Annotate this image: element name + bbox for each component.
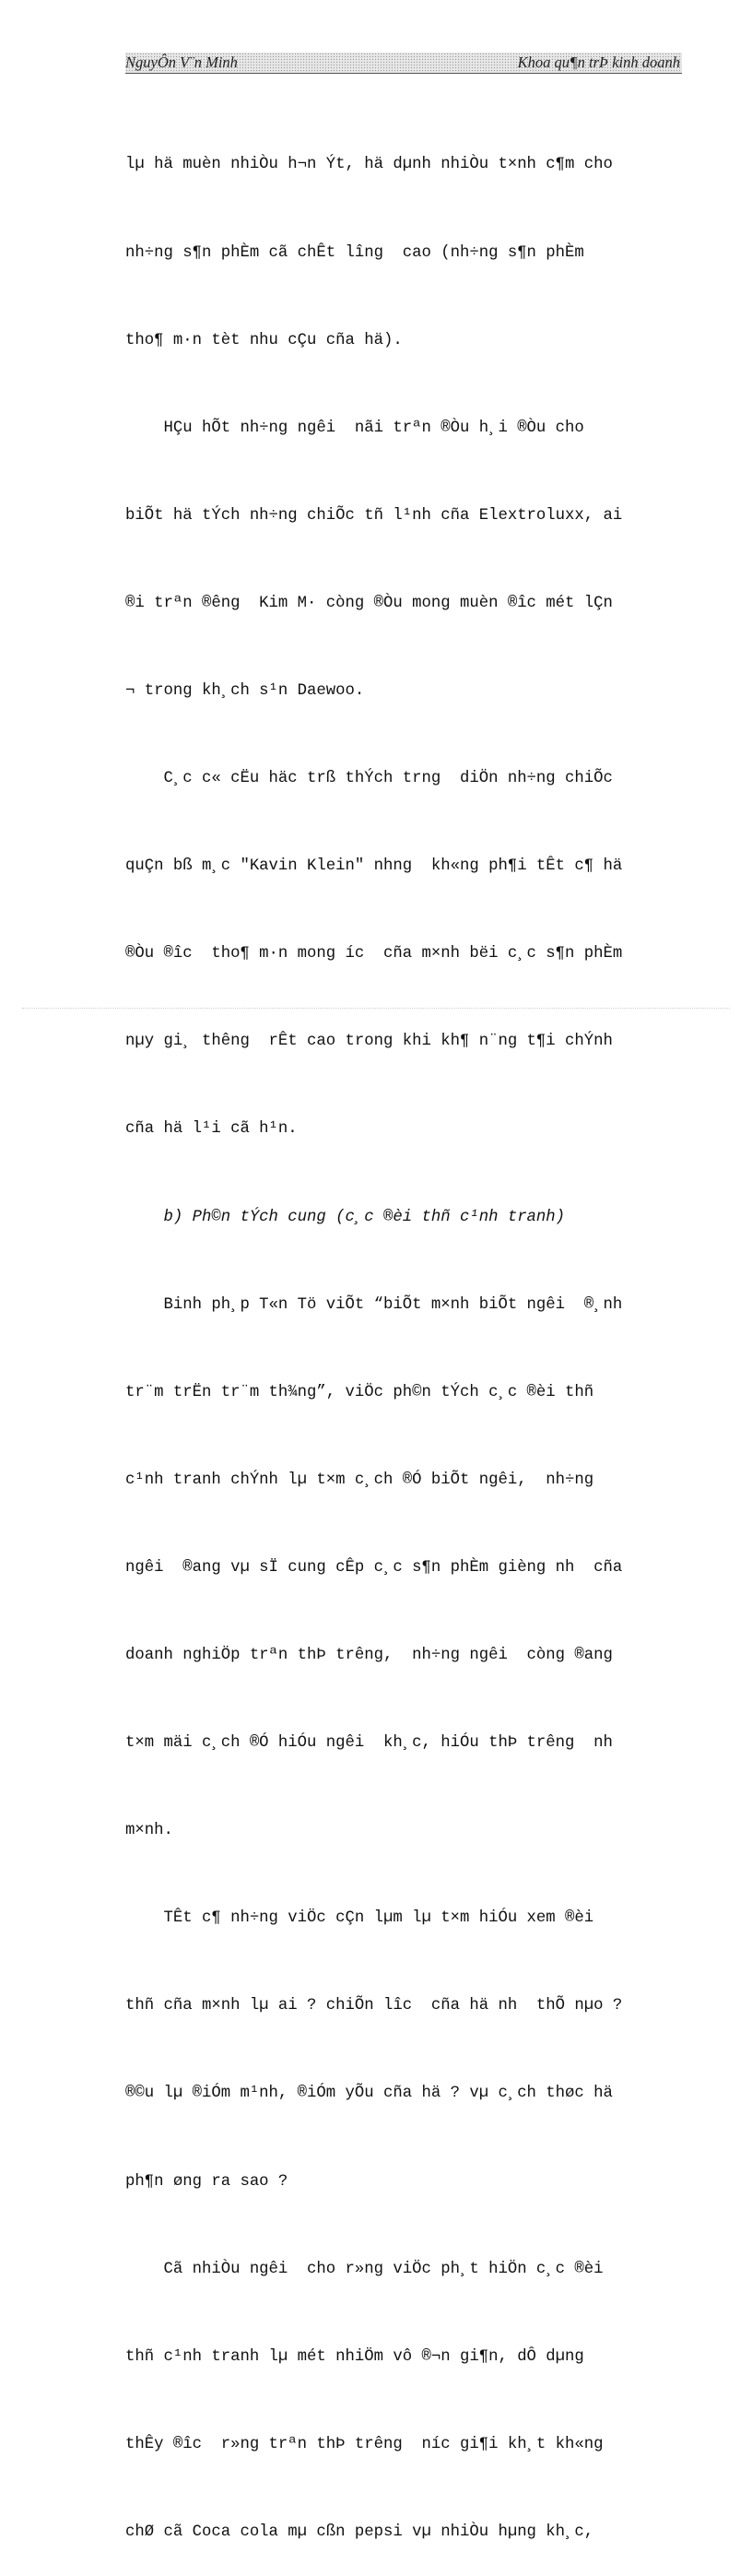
text-line: thÊy ®îc r»ng trªn thÞ trêng níc gi¶i kh¸t kh«ng xyxy=(125,2435,604,2453)
text-line: c¹nh tranh chÝnh lµ t×m c¸ch ®Ó biÕt ngêi, nh÷ng xyxy=(125,1471,594,1489)
text-line: m×nh. xyxy=(125,1822,173,1840)
page-header xyxy=(125,53,682,73)
text-line: thñ cña m×nh lµ ai ? chiÕn lîc cña hä nh thÕ nµo ? xyxy=(125,1997,623,2015)
text-line: t×m mäi c¸ch ®Ó hiÓu ngêi kh¸c, hiÓu thÞ trêng nh xyxy=(125,1734,613,1753)
text-line: ®i trªn ®êng Kim M· còng ®Òu mong muèn ®îc mét lÇn xyxy=(125,594,613,612)
text-line: ngêi ®ang vµ sÏ cung cÊp c¸c s¶n phÈm gièng nh cña xyxy=(125,1558,623,1577)
header-faculty: Khoa qu¶n trÞ kinh doanh xyxy=(517,53,680,71)
header-author: NguyÔn V¨n Minh xyxy=(125,53,238,71)
text-line: doanh nghiÖp trªn thÞ trêng, nh÷ng ngêi còng ®ang xyxy=(125,1647,613,1664)
text-line: biÕt hä tÝch nh÷ng chiÕc tñ l¹nh cña Elextroluxx, ai xyxy=(125,506,623,525)
text-line: C¸c c« cËu häc trß thÝch trng diÖn nh÷ng chiÕc xyxy=(125,770,613,788)
text-line: nµy gi¸ thêng rÊt cao trong khi kh¶ n¨ng t¶i chÝnh xyxy=(125,1033,613,1051)
text-line: thñ c¹nh tranh lµ mét nhiÖm vô ®¬n gi¶n, dÔ dµng xyxy=(125,2347,584,2366)
text-line: chØ cã Coca cola mµ cßn pepsi vµ nhiÒu hµng kh¸c, xyxy=(125,2523,594,2541)
text-line: cña hä l¹i cã h¹n. xyxy=(125,1120,298,1139)
text-line: Cã nhiÒu ngêi cho r»ng viÖc ph¸t hiÖn c¸c ®èi xyxy=(125,2260,604,2278)
header-divider xyxy=(125,73,682,74)
text-line: tr¨m trËn tr¨m th¾ng”, viÖc ph©n tÝch c¸c ®èi thñ xyxy=(125,1383,594,1401)
text-line: ®Òu ®îc tho¶ m·n mong íc cña m×nh bëi c¸c s¶n phÈm xyxy=(125,945,623,963)
text-line: quÇn bß m¸c "Kavin Klein" nhng kh«ng ph¶i tÊt c¶ hä xyxy=(125,857,623,876)
body-text xyxy=(125,92,682,2576)
text-line: ph¶n øng ra sao ? xyxy=(125,2172,288,2191)
text-line: ¬ trong kh¸ch s¹n Daewoo. xyxy=(125,681,365,700)
text-line: ®©u lµ ®iÓm m¹nh, ®iÓm yÕu cña hä ? vµ c¸ch thøc hä xyxy=(125,2085,613,2103)
text-line: HÇu hÕt nh÷ng ngêi nãi trªn ®Òu h¸i ®Òu cho xyxy=(125,419,584,437)
text-line: TÊt c¶ nh÷ng viÖc cÇn lµm lµ t×m hiÓu xem ®èi xyxy=(125,1909,594,1928)
footer-divider xyxy=(22,1008,730,1009)
text-line: lµ hä muèn nhiÒu h¬n Ýt, hä dµnh nhiÒu t×nh c¶m cho xyxy=(125,156,613,174)
text-line: tho¶ m·n tèt nhu cÇu cña hä). xyxy=(125,331,403,349)
text-line: nh÷ng s¶n phÈm cã chÊt lîng cao (nh÷ng s¶n phÈm xyxy=(125,243,584,262)
section-heading: b) Ph©n tÝch cung (c¸c ®èi thñ c¹nh tranh) xyxy=(125,1208,566,1226)
text-line: Binh ph¸p T«n Tö viÕt “biÕt m×nh biÕt ngêi ®¸nh xyxy=(125,1295,623,1314)
